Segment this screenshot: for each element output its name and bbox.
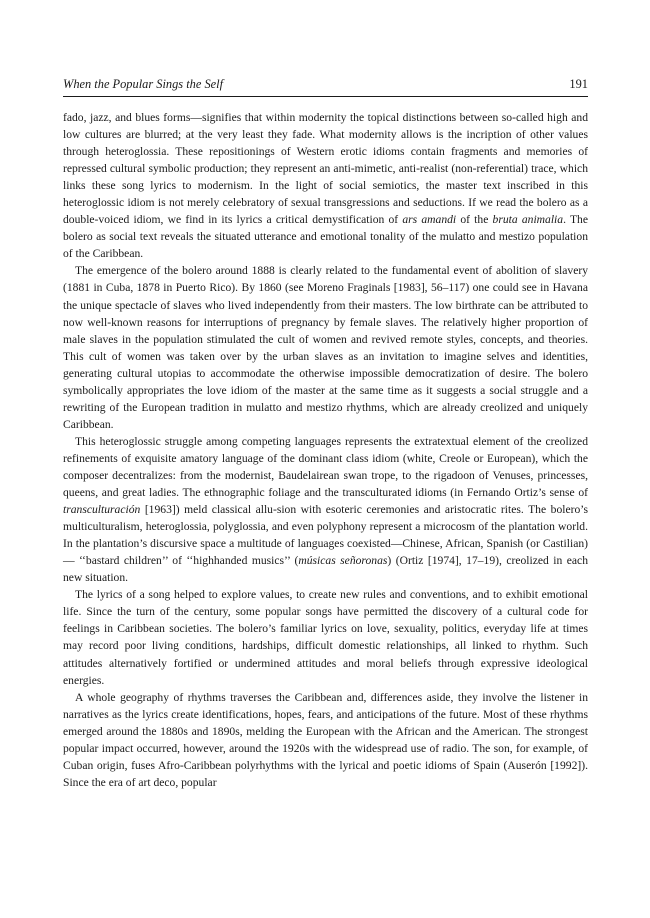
page-number: 191 <box>569 77 588 91</box>
paragraph-3 <box>63 433 588 586</box>
text-run: The lyrics of a song helped to explore values, to create new rules and conventions, and to exhibit emotional life. Since the turn of the century, some popular songs have permitted the discovery of a cultural code for feelings in Caribbean societies. The bolero’s familiar lyrics on love, sexuality, politics, everyday life at times may record poor living conditions, hardships, difficult domestic relationships, all linked to rhythm. Such attitudes alternatively fortified or undermined attitudes and moral beliefs through expressive ideological energies. <box>63 588 588 687</box>
italic-phrase: transculturación <box>63 503 141 517</box>
paragraph-2 <box>63 262 588 432</box>
text-run: [1963]) meld classical allu-sion with esoteric ceremonies and aristocratic rites. The bolero’s multiculturalism, heteroglossia, polyglossia, and even polyphony represent a microcosm of the plantation world. In the plantation’s discursive space a multitude of languages coexisted—Chinese, African, Spanish (or Castilian)— ‘‘bastard children’’ of ‘‘highhanded musics’’ ( <box>63 503 588 568</box>
italic-phrase: músicas señoronas <box>298 554 388 568</box>
body-text <box>63 109 588 791</box>
paragraph-4 <box>63 586 588 688</box>
text-run: ) (Ortiz [1974], 17–19), creolized in each new situation. <box>63 554 589 585</box>
paragraph-1 <box>63 109 588 262</box>
running-title: When the Popular Sings the Self <box>63 77 224 91</box>
text-run: The emergence of the bolero around 1888 is clearly related to the fundamental event of abolition of slavery (1881 in Cuba, 1878 in Puerto Rico). By 1860 (see Moreno Fraginals [1983], 56–117) one could see in Havana the unique spectacle of slaves who lived independently from their masters. The low birthrate can be attributed to now well-known reasons for interruptions of pregnancy by female slaves. The relatively higher proportion of male slaves in the population stimulated the cult of women and revived remote styles, concepts, and theories. This cult of women was taken over by the urban slaves as an invitation to imagine selves and identities, generating cultural utopias to accommodate the otherwise impossible democratization of desire. The bolero symbolically appropriates the love idiom of the master at the same time as it suggests a social struggle and a rewriting of the European tradition in mulatto and mestizo rhythms, which are already creolized and uniquely Caribbean. <box>63 264 588 431</box>
text-run: fado, jazz, and blues forms—signifies that within modernity the topical distinctions between so-called high and low cultures are blurred; at the very least they fade. What modernity allows is the incription of other values through heteroglossia. These repositionings of Western erotic idioms contain fragments and memories of repressed cultural symbolic production; they represent an anti-mimetic, anti-realist (non-referential) trace, which links these song lyrics to modernism. In the light of social semiotics, the master text inscribed in this heteroglossic idiom is not merely celebratory of sexual transgressions and seductions. If we read the bolero as a double-voiced idiom, we find in its lyrics a critical demystification of <box>63 111 588 227</box>
running-head <box>63 74 588 94</box>
text-run: A whole geography of rhythms traverses the Caribbean and, differences aside, they involve the listener in narratives as the lyrics create identifications, hopes, fears, and anticipations of the future. Most of these rhythms emerged around the 1880s and 1890s, melding the European with the African and the American. The strongest popular impact occurred, however, around the 1920s with the widespread use of radio. The son, for example, of Cuban origin, fuses Afro-Caribbean polyrhythms with the lyrical and poetic idioms of Spain (Auserón [1992]). Since the era of art deco, popular <box>63 690 588 789</box>
italic-phrase: ars amandi <box>402 213 457 227</box>
text-run: . The bolero as social text reveals the situated utterance and emotional tonality of the mulatto and mestizo population of the Caribbean. <box>63 213 588 261</box>
paragraph-5 <box>63 689 588 791</box>
text-run: of the <box>456 213 493 227</box>
text-run: This heteroglossic struggle among competing languages represents the extratextual element of the creolized refinements of exquisite amatory language of the dominant class idiom (white, Creole or European), which the composer decentralizes: from the modernist, Baudelairean swan trope, to the rigadoon of Venuses, princesses, queens, and great ladies. The ethnographic foliage and the transculturated idioms (in Fernando Ortiz’s sense of <box>63 434 588 500</box>
header-rule <box>63 96 588 97</box>
italic-phrase: bruta animalia <box>492 213 564 227</box>
